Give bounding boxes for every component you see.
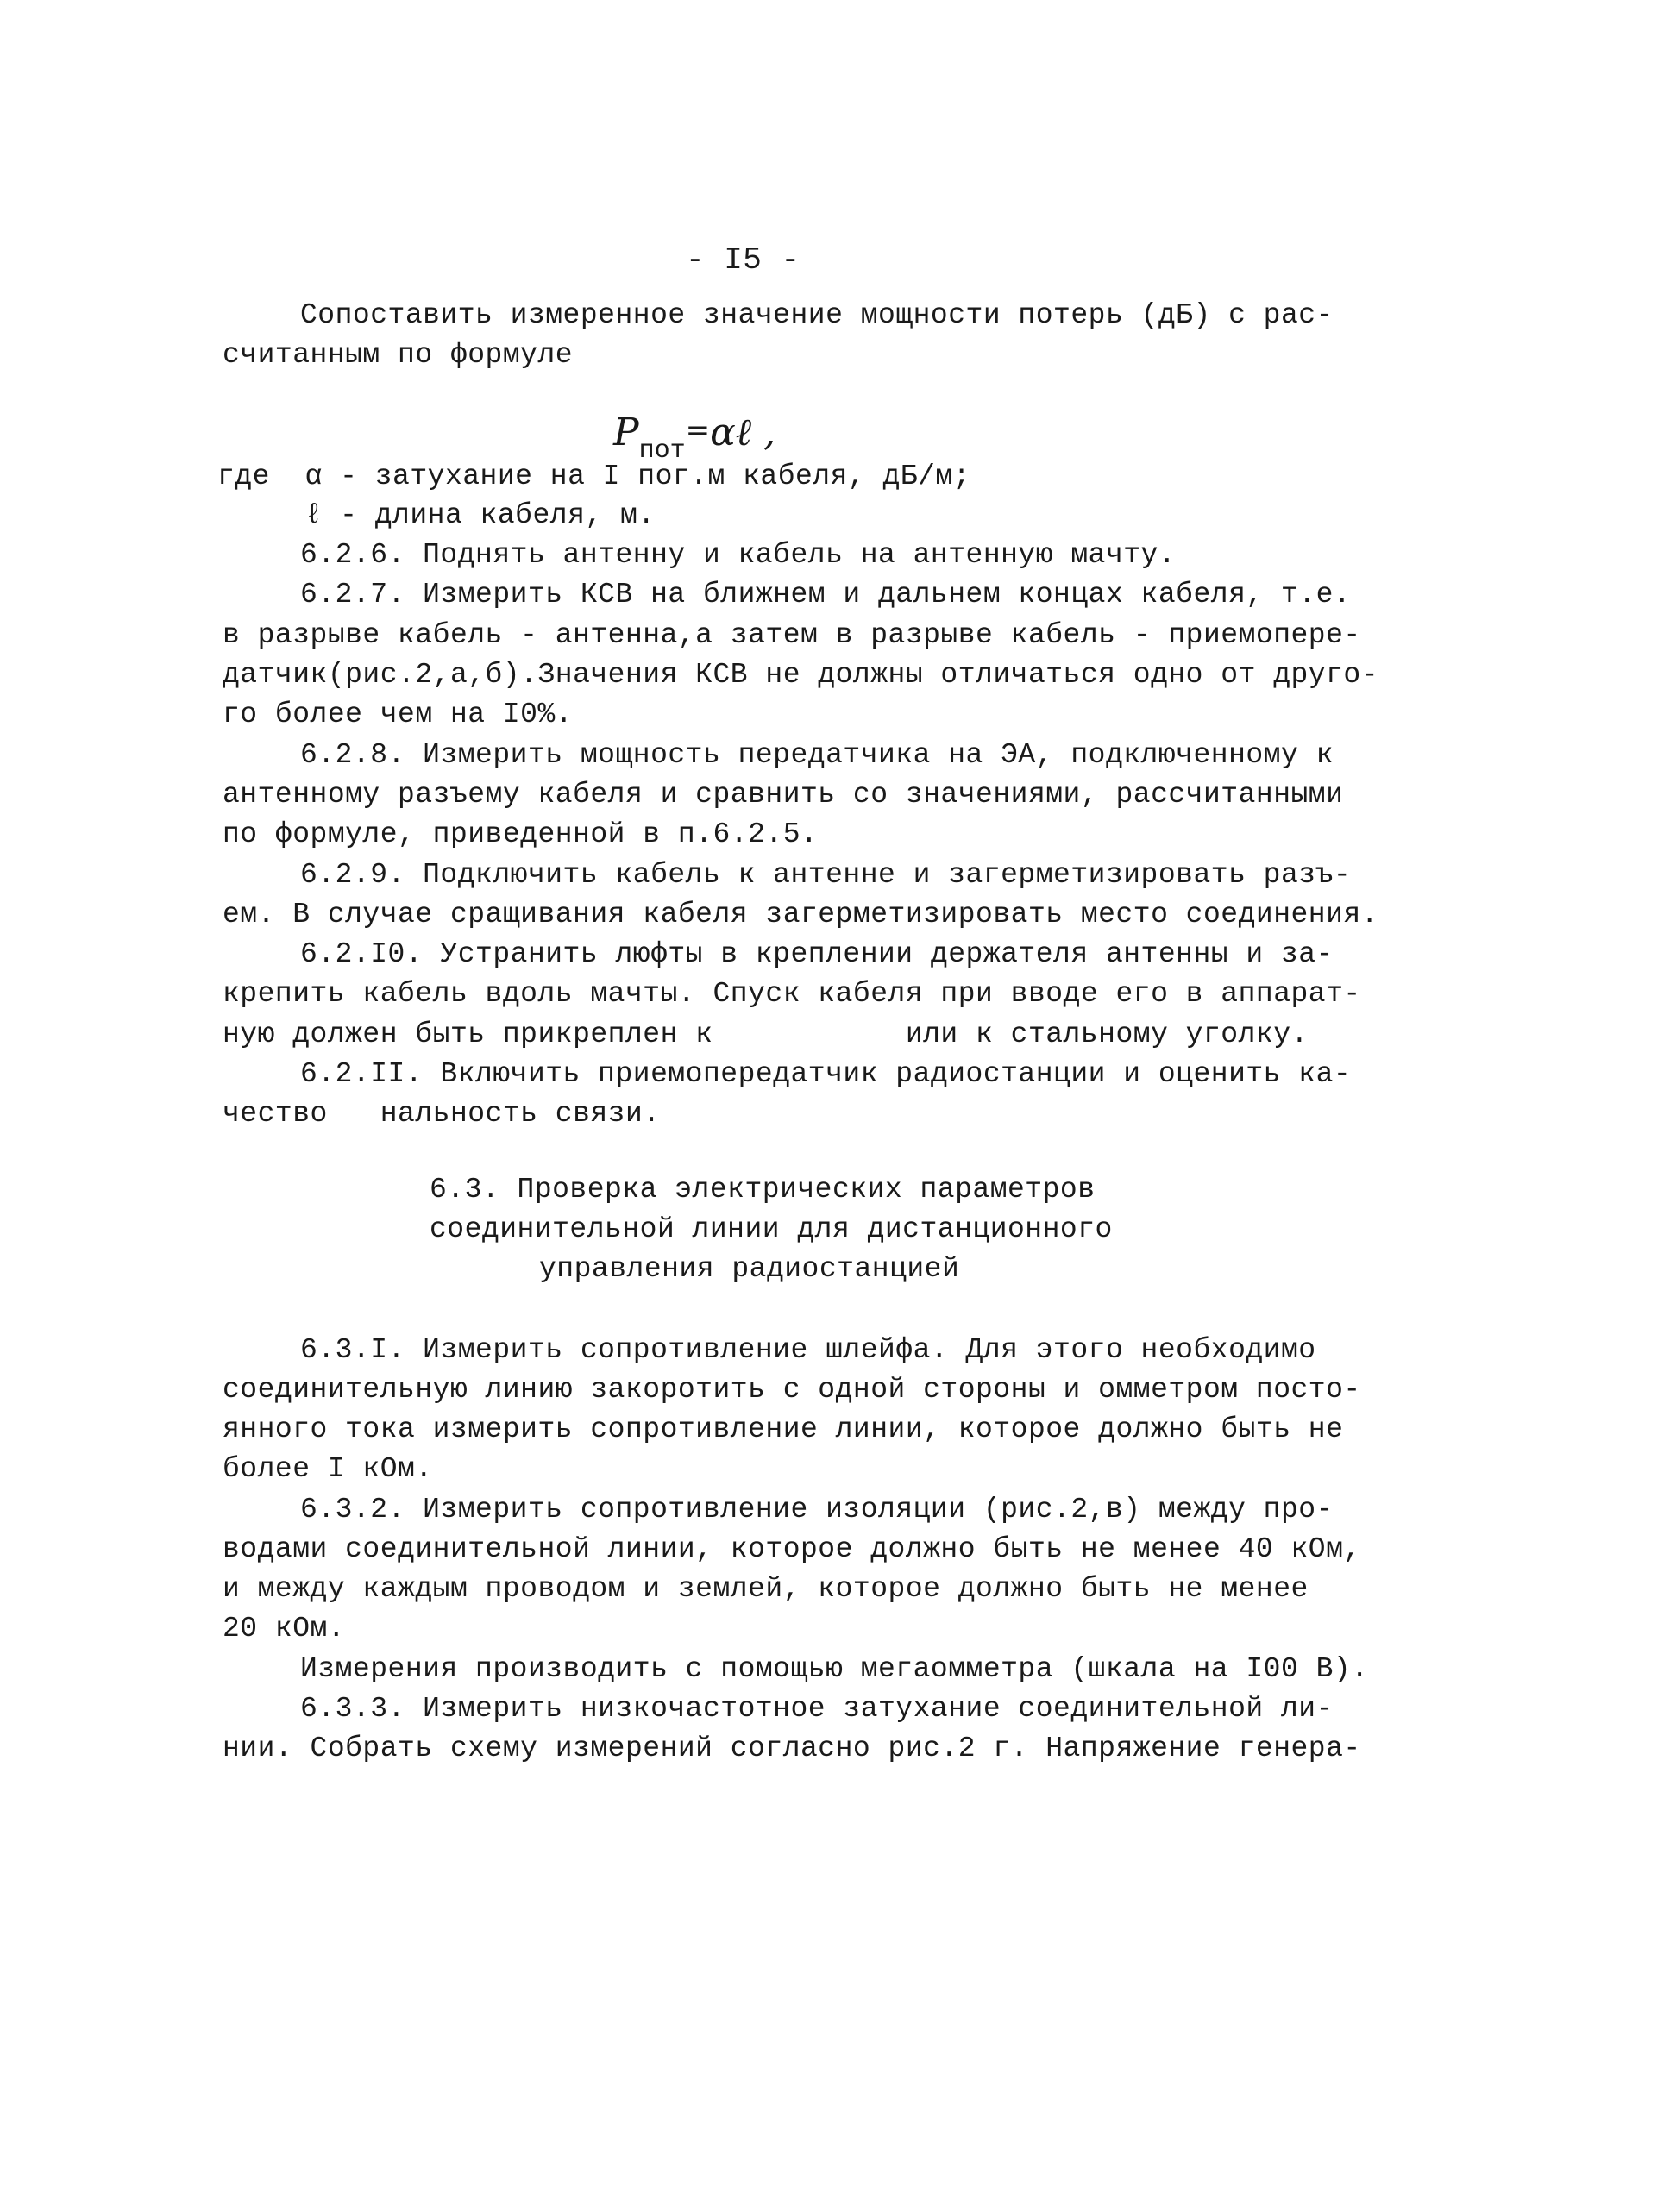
paragraph-line: антенному разъему кабеля и сравнить со значениями, рассчитанными [223, 779, 1344, 811]
formula-expression: αℓ , [710, 410, 776, 454]
paragraph-line: 6.2.I0. Устранить люфты в креплении держателя антенны и за- [300, 938, 1334, 970]
paragraph-line: 6.3.I. Измерить сопротивление шлейфа. Для этого необходимо [300, 1334, 1316, 1366]
formula-symbol: P [612, 410, 639, 454]
paragraph-line: 6.2.8. Измерить мощность передатчика на ЭА, подключенному к [300, 739, 1334, 771]
paragraph-line: 6.2.9. Подключить кабель к антенне и загерметизировать разъ- [300, 859, 1352, 891]
paragraph-line: чество нальность связи. [223, 1098, 661, 1130]
formula-subscript: пот [638, 436, 686, 466]
paragraph-line: где α - затухание на I пог.м кабеля, дБ/м; [217, 461, 971, 492]
paragraph-line: 20 кОм. [223, 1613, 346, 1645]
paragraph-line: Сопоставить измеренное значение мощности потерь (дБ) с рас- [300, 299, 1334, 331]
formula-equals: = [685, 413, 711, 448]
paragraph-line: ℓ - длина кабеля, м. [217, 499, 656, 531]
paragraph-line: нии. Собрать схему измерений согласно рис.2 г. Напряжение генера- [223, 1733, 1361, 1764]
paragraph-line: 6.2.II. Включить приемопередатчик радиостанции и оценить ка- [300, 1058, 1352, 1090]
paragraph-line: более I кОм. [223, 1453, 433, 1485]
paragraph-line: соединительную линию закоротить с одной стороны и омметром посто- [223, 1374, 1361, 1406]
section-heading-line: 6.3. Проверка электрических параметров [430, 1174, 1096, 1206]
paragraph-line: го более чем на I0%. [223, 699, 574, 730]
paragraph-line: считанным по формуле [223, 339, 574, 371]
paragraph-line: ную должен быть прикреплен к или к стальному уголку. [223, 1018, 1309, 1050]
paragraph-line: 6.3.3. Измерить низкочастотное затухание соединительной ли- [300, 1693, 1334, 1725]
paragraph-line: 6.3.2. Измерить сопротивление изоляции (рис.2,в) между про- [300, 1494, 1334, 1526]
paragraph-line: янного тока измерить сопротивление линии, которое должно быть не [223, 1413, 1344, 1445]
paragraph-line: и между каждым проводом и землей, которое должно быть не менее [223, 1573, 1309, 1605]
paragraph-line: 6.2.6. Поднять антенну и кабель на антенную мачту. [300, 539, 1177, 571]
section-heading-line: управления радиостанцией [539, 1253, 960, 1285]
paragraph-line: в разрыве кабель - антенна,а затем в разрыве кабель - приемопере- [223, 619, 1361, 651]
paragraph-line: водами соединительной линии, которое должно быть не менее 40 кОм, [223, 1533, 1361, 1565]
paragraph-line: 6.2.7. Измерить КСВ на ближнем и дальнем концах кабеля, т.е. [300, 579, 1352, 611]
page-number: - I5 - [686, 242, 800, 278]
paragraph-line: по формуле, приведенной в п.6.2.5. [223, 818, 819, 850]
paragraph-line: Измерения производить с помощью мегаомметра (шкала на I00 В). [300, 1653, 1369, 1685]
section-heading-line: соединительной линии для дистанционного [430, 1213, 1113, 1245]
paragraph-line: датчик(рис.2,а,б).Значения КСВ не должны отличаться одно от друго- [223, 659, 1379, 691]
paragraph-line: крепить кабель вдоль мачты. Спуск кабеля при вводе его в аппарат- [223, 978, 1361, 1010]
paragraph-line: ем. В случае сращивания кабеля загерметизировать место соединения. [223, 899, 1379, 931]
